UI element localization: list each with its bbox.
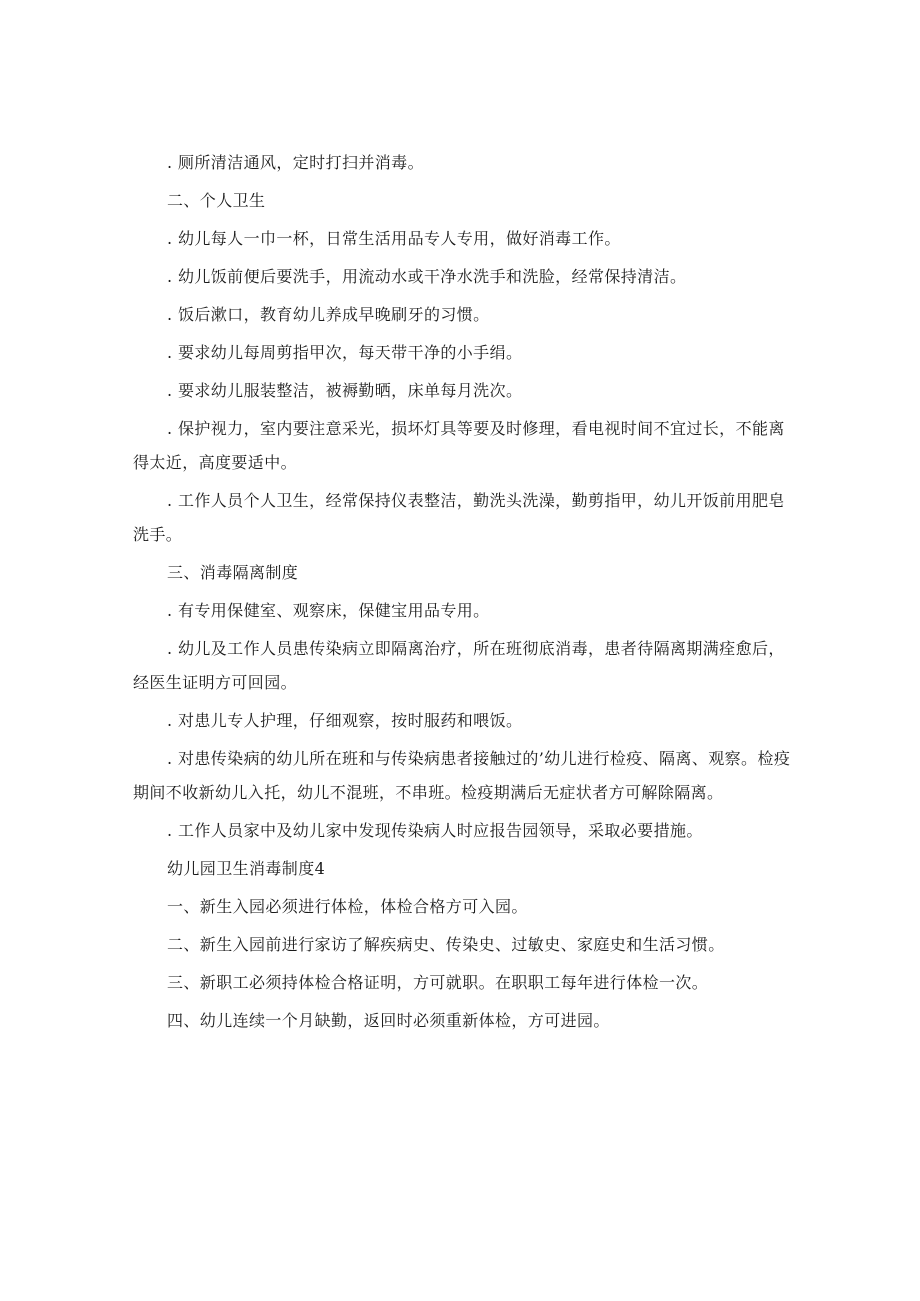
paragraph-home-visit: 二、新生入园前进行家访了解疾病史、传染史、过敏史、家庭史和生活习惯。 [167, 935, 725, 954]
paragraph-clothing: . 要求幼儿服装整洁，被褥勤晒，床单每月洗次。 [167, 381, 523, 400]
section-heading-personal-hygiene: 二、个人卫生 [167, 191, 266, 210]
document-body [133, 152, 793, 1048]
paragraph-mouth-rinse: . 饭后漱口，教育幼儿养成早晚刷牙的习惯。 [167, 305, 490, 324]
paragraph-absence-recheck: 四、幼儿连续一个月缺勤，返回时必须重新体检，方可进园。 [167, 1011, 610, 1030]
paragraph-new-student-checkup: 一、新生入园必须进行体检，体检合格方可入园。 [167, 897, 528, 916]
paragraph-child-care: . 对患儿专人护理，仔细观察，按时服药和喂饭。 [167, 711, 523, 730]
paragraph-report-disease: . 工作人员家中及幼儿家中发现传染病人时应报告园领导，采取必要措施。 [167, 821, 703, 840]
section-title-hygiene-policy-4: 幼儿园卫生消毒制度4 [167, 859, 326, 878]
paragraph-isolation-treatment: . 幼儿及工作人员患传染病立即隔离治疗，所在班彻底消毒，患者待隔离期满痊愈后，经医生证明方可回园。 [133, 639, 785, 692]
paragraph-health-room: . 有专用保健室、观察床，保健宝用品专用。 [167, 601, 490, 620]
paragraph-quarantine: . 对患传染病的幼儿所在班和与传染病患者接触过的’幼儿进行检疫、隔离、观察。检疫期间不收新幼儿入托，幼儿不混班，不串班。检疫期满后无症状者方可解除隔离。 [133, 749, 791, 802]
paragraph-hand-washing: . 幼儿饭前便后要洗手，用流动水或干净水洗手和洗脸，经常保持清洁。 [167, 267, 687, 286]
paragraph-vision: . 保护视力，室内要注意采光，损坏灯具等要及时修理，看电视时间不宜过长，不能离得太近，高度要适中。 [133, 419, 785, 472]
paragraph-towel-cup: . 幼儿每人一巾一杯，日常生活用品专人专用，做好消毒工作。 [167, 229, 621, 248]
paragraph-staff-hygiene: . 工作人员个人卫生，经常保持仪表整洁，勤洗头洗澡，勤剪指甲，幼儿开饭前用肥皂洗手。 [133, 491, 785, 544]
section-heading-disinfection-isolation: 三、消毒隔离制度 [167, 563, 299, 582]
paragraph-staff-checkup: 三、新职工必须持体检合格证明，方可就职。在职职工每年进行体检一次。 [167, 973, 709, 992]
paragraph-toilet-cleaning: . 厕所清洁通风，定时打扫并消毒。 [167, 153, 424, 172]
paragraph-nail-trimming: . 要求幼儿每周剪指甲次，每天带干净的小手绢。 [167, 343, 523, 362]
